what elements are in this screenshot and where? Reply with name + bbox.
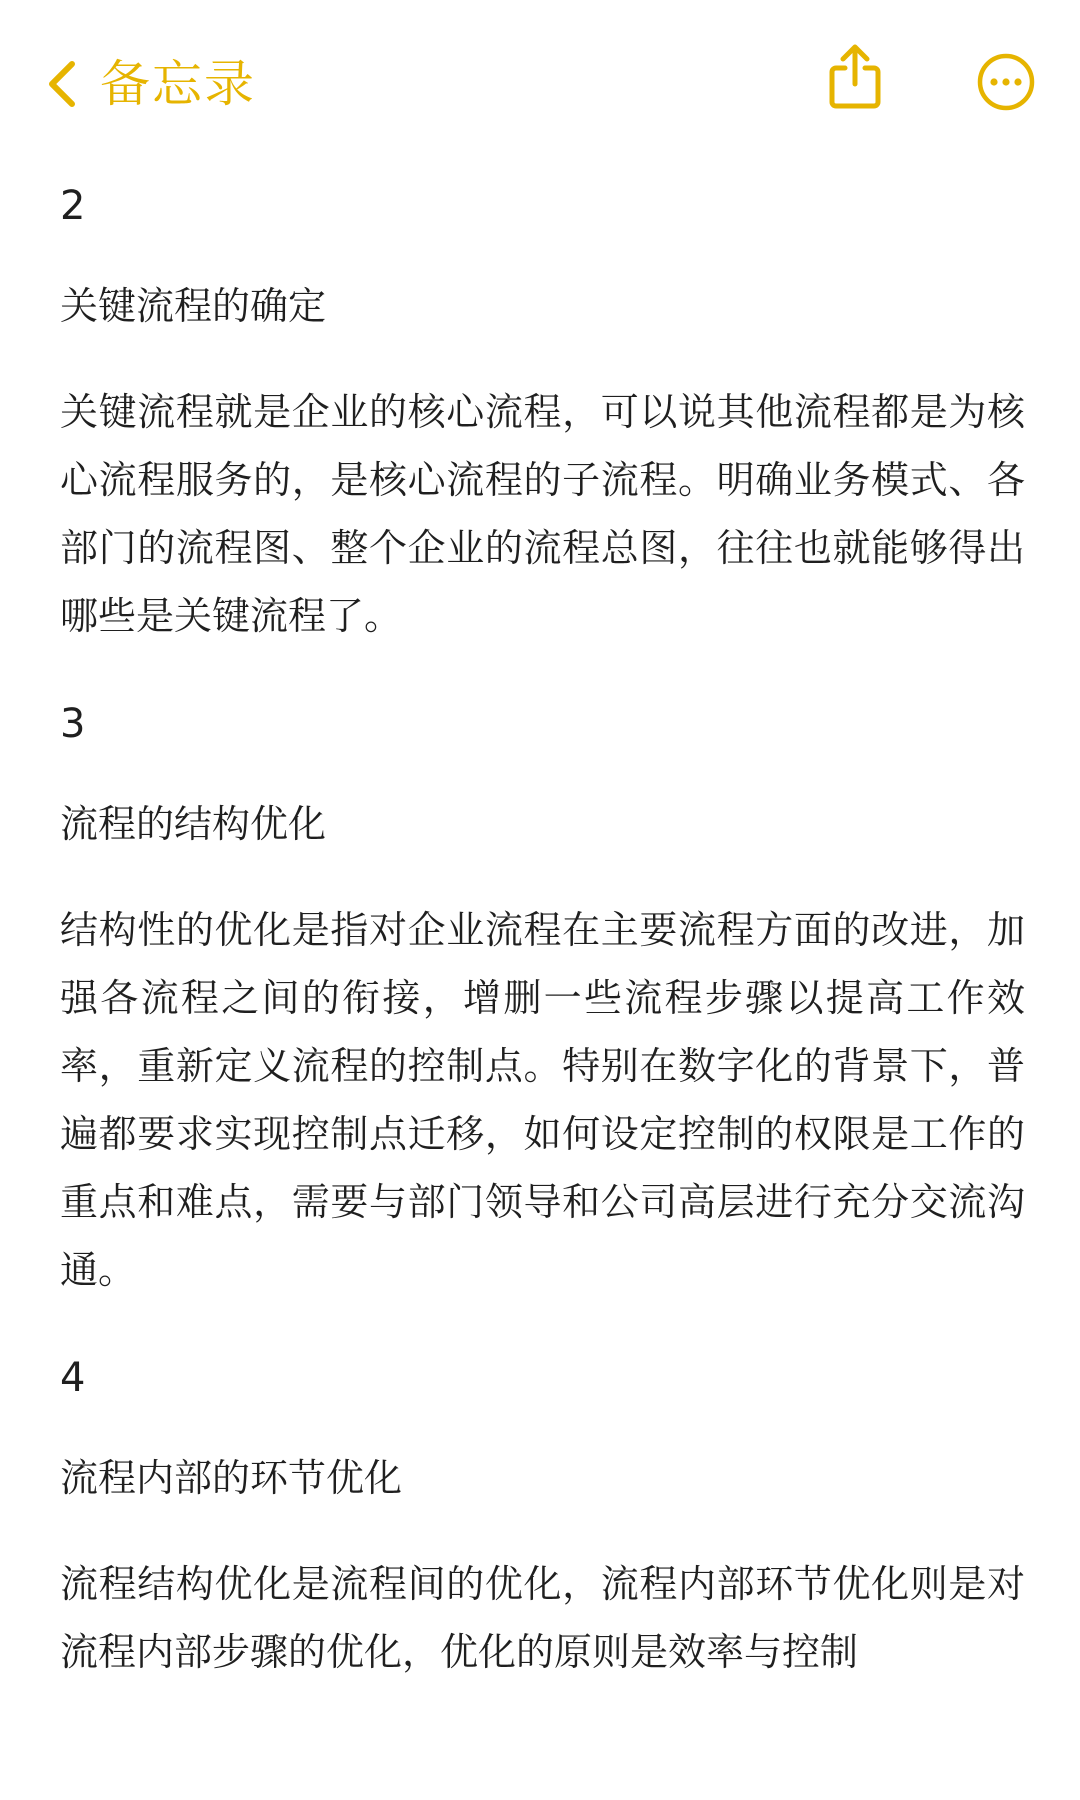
chevron-left-icon [44,58,78,110]
section-heading: 流程内部的环节优化 [60,1456,403,1500]
more-button[interactable] [976,52,1036,112]
section-heading: 流程的结构优化 [60,802,327,846]
section-paragraph: 流程结构优化是流程间的优化，流程内部环节优化则是对流程内部步骤的优化，优化的原则是效率与控制 [60,1562,1025,1674]
back-button[interactable] [44,52,256,116]
section-number: 3 [60,701,86,747]
section-number: 4 [60,1355,86,1401]
back-label: 备忘录 [100,55,256,113]
more-icon [976,97,1036,116]
share-icon [826,97,884,116]
section-paragraph: 关键流程就是企业的核心流程，可以说其他流程都是为核心流程服务的，是核心流程的子流程。明确业务模式、各部门的流程图、整个企业的流程总图，往往也就能够得出哪些是关键流程了。 [60,390,1025,638]
section-paragraph: 结构性的优化是指对企业流程在主要流程方面的改进，加强各流程之间的衔接，增删一些流程步骤以提高工作效率，重新定义流程的控制点。特别在数字化的背景下，普遍都要求实现控制点迁移，如何设定控制的权限是工作的重点和难点，需要与部门领导和公司高层进行充分交流沟通。 [60,908,1025,1292]
share-button[interactable] [826,42,884,112]
section-number: 2 [60,183,86,229]
note-body[interactable] [60,178,1025,1686]
section-heading: 关键流程的确定 [60,284,327,328]
navigation-bar [0,0,1080,170]
